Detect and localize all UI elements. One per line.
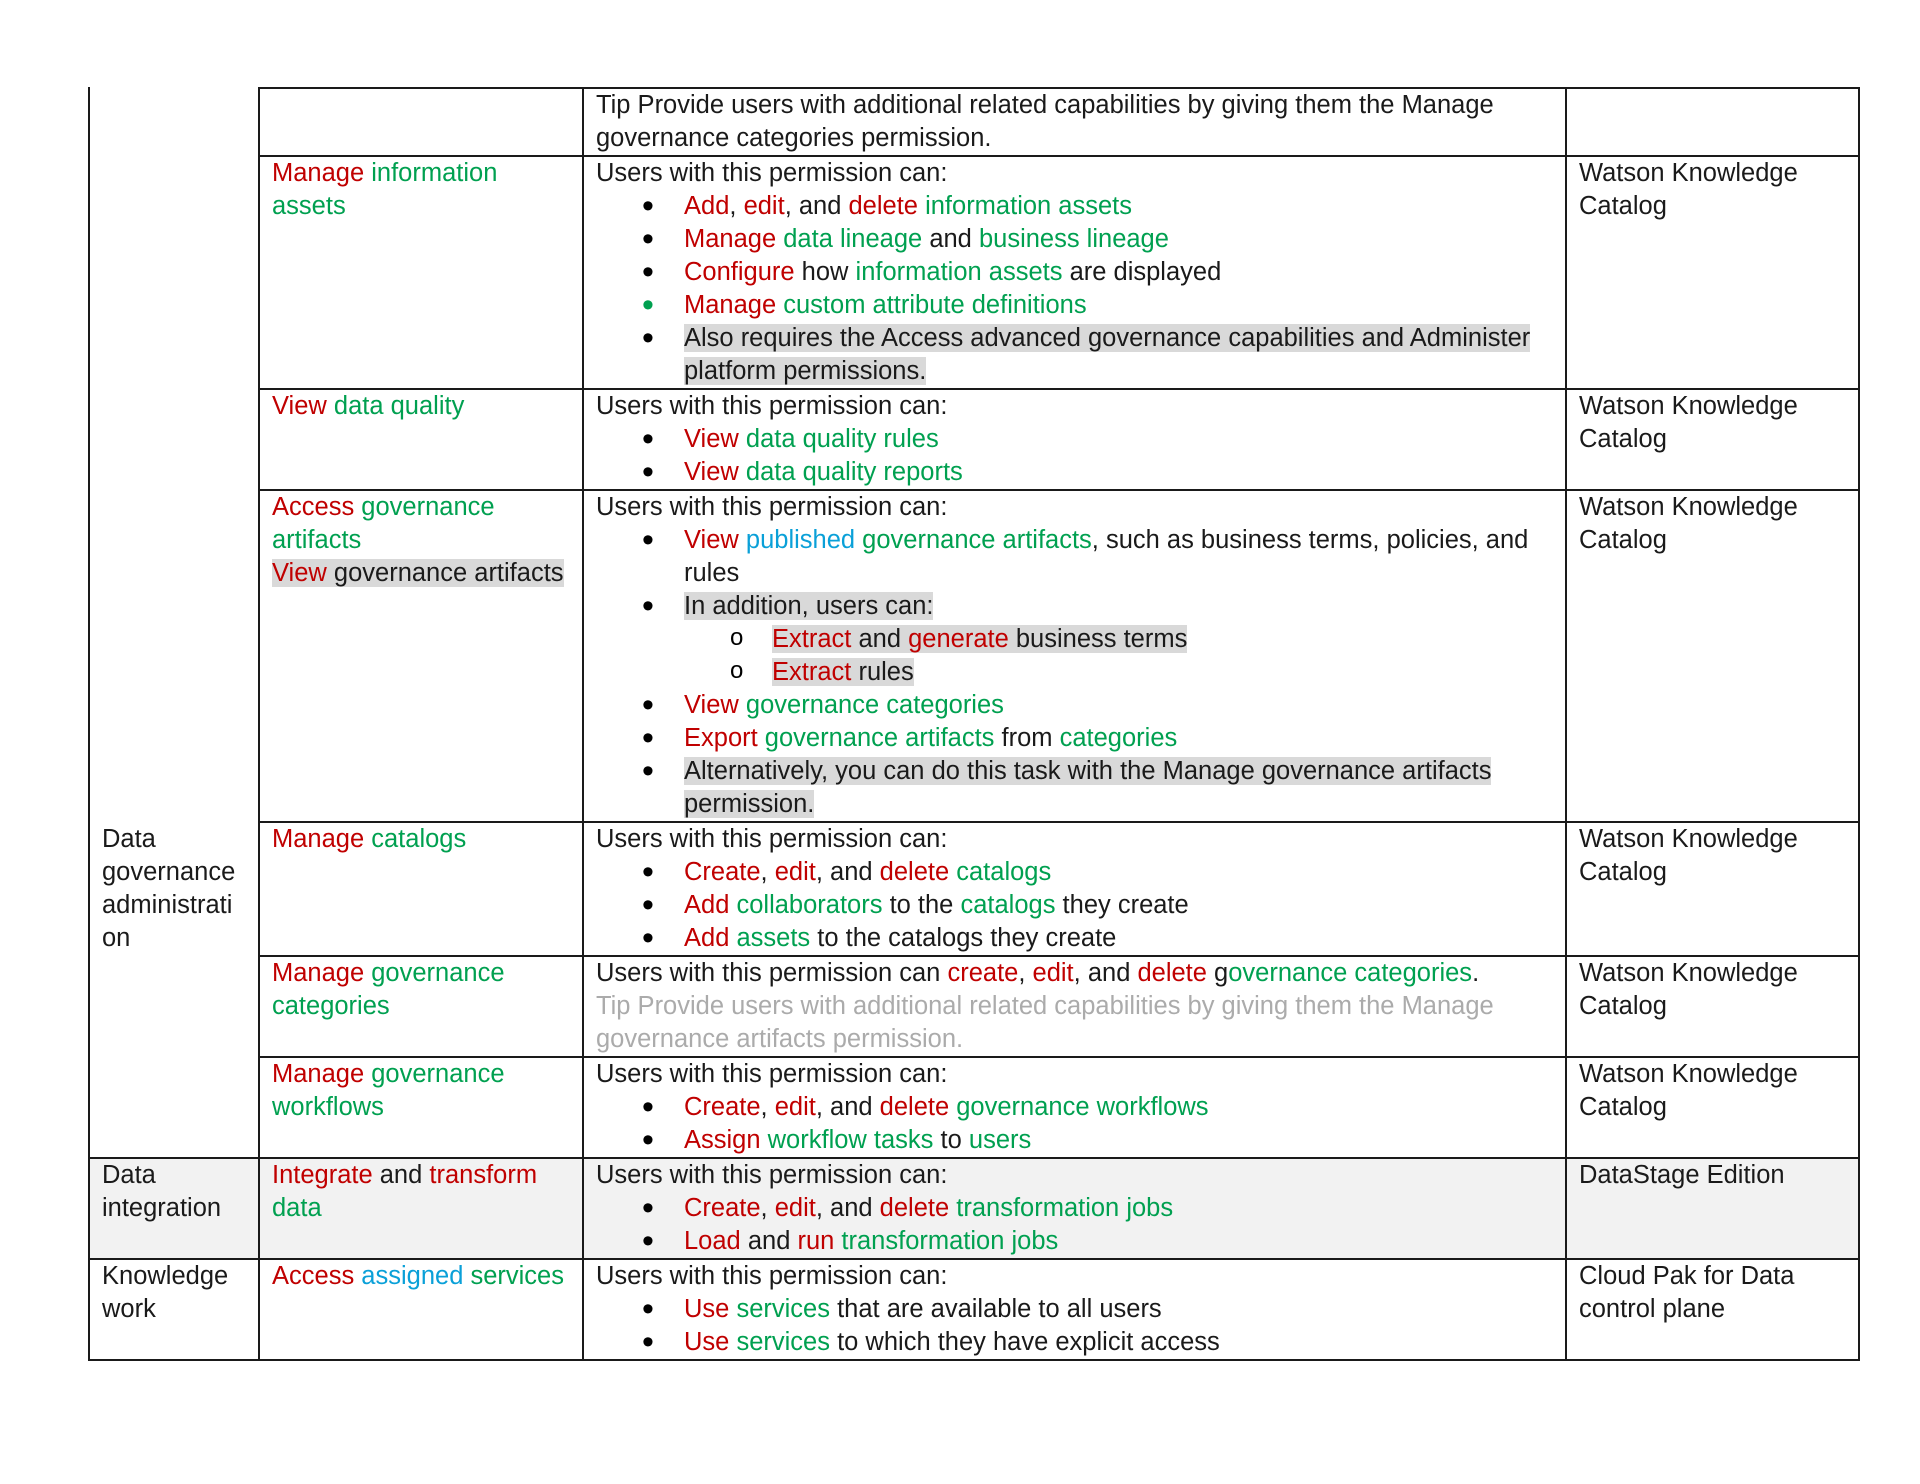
table-row xyxy=(89,389,1859,490)
list-item: • Manage data lineage and business lineage xyxy=(684,223,1553,256)
permission-name: Manage information assets xyxy=(272,159,498,220)
description-intro: Users with this permission can: xyxy=(596,1262,948,1290)
list-item: • View governance categories xyxy=(684,689,1553,722)
category-cell xyxy=(89,490,259,822)
product-cell: Watson Knowledge Catalog xyxy=(1566,490,1859,822)
product-cell xyxy=(1566,88,1859,156)
permission-cell xyxy=(259,490,583,822)
capability-list xyxy=(596,423,1553,489)
table-row xyxy=(89,822,1859,956)
capability-list xyxy=(596,856,1553,955)
permission-name: Manage governance categories xyxy=(272,959,505,1020)
permission-cell xyxy=(259,88,583,156)
list-item: • Use services to which they have explicit access xyxy=(684,1326,1553,1359)
table-row xyxy=(89,88,1859,156)
description-intro: Users with this permission can: xyxy=(596,392,948,420)
list-item: • Create, edit, and delete transformation jobs xyxy=(684,1192,1553,1225)
description-cell xyxy=(583,1259,1566,1360)
permission-cell xyxy=(259,822,583,956)
description-intro: Users with this permission can: xyxy=(596,1161,948,1189)
list-item: • Add collaborators to the catalogs they create xyxy=(684,889,1553,922)
description-cell xyxy=(583,1158,1566,1259)
product-cell: Cloud Pak for Data control plane xyxy=(1566,1259,1859,1360)
product-cell: Watson Knowledge Catalog xyxy=(1566,956,1859,1057)
capability-list xyxy=(596,1293,1553,1359)
description-intro: Users with this permission can: xyxy=(596,1060,948,1088)
product-cell: DataStage Edition xyxy=(1566,1158,1859,1259)
list-item: • Load and run transformation jobs xyxy=(684,1225,1553,1258)
capability-list xyxy=(596,1091,1553,1157)
permission-cell xyxy=(259,156,583,389)
permissions-table xyxy=(88,87,1860,1361)
product-cell: Watson Knowledge Catalog xyxy=(1566,822,1859,956)
permission-name: Manage governance workflows xyxy=(272,1060,505,1121)
permission-old-name: View governance artifacts xyxy=(272,559,564,587)
sub-list-item: o Extract and generate business terms xyxy=(772,623,1553,656)
list-item: • Create, edit, and delete governance workflows xyxy=(684,1091,1553,1124)
product-cell: Watson Knowledge Catalog xyxy=(1566,1057,1859,1158)
permission-cell xyxy=(259,1259,583,1360)
description-cell xyxy=(583,156,1566,389)
description-cell xyxy=(583,389,1566,490)
permission-name: Integrate and transform data xyxy=(272,1161,538,1222)
tip-text: Tip Provide users with additional related capabilities by giving them the Manage governance categories permission. xyxy=(596,91,1494,152)
sub-list xyxy=(684,623,1553,689)
permission-cell xyxy=(259,389,583,490)
permission-cell xyxy=(259,956,583,1057)
table-row xyxy=(89,1259,1859,1360)
capability-list xyxy=(596,1192,1553,1258)
description-cell xyxy=(583,822,1566,956)
list-item: • Add assets to the catalogs they create xyxy=(684,922,1553,955)
description-cell xyxy=(583,88,1566,156)
list-item: • In addition, users can: o Extract and generate business terms o Extract rules xyxy=(684,590,1553,689)
table-row xyxy=(89,490,1859,822)
sub-list-item: o Extract rules xyxy=(772,656,1553,689)
permission-name: View data quality xyxy=(272,392,465,420)
description-intro: Users with this permission can: xyxy=(596,825,948,853)
capability-list xyxy=(596,190,1553,388)
list-item: • View data quality reports xyxy=(684,456,1553,489)
tip-text: Tip Provide users with additional related capabilities by giving them the Manage governance artifacts permission. xyxy=(596,992,1494,1053)
description-intro: Users with this permission can: xyxy=(596,493,948,521)
category-cell: Knowledge work xyxy=(89,1259,259,1360)
category-cell xyxy=(89,156,259,389)
description-line: Users with this permission can create, edit, and delete governance categories. xyxy=(596,959,1480,987)
list-item: • View published governance artifacts, such as business terms, policies, and rules xyxy=(684,524,1553,590)
category-cell xyxy=(89,88,259,156)
permission-cell xyxy=(259,1057,583,1158)
list-item: • Assign workflow tasks to users xyxy=(684,1124,1553,1157)
highlighted-note: Also requires the Access advanced governance capabilities and Administer platform permissions. xyxy=(684,324,1531,385)
list-item xyxy=(684,755,1553,821)
list-item: • Export governance artifacts from categories xyxy=(684,722,1553,755)
list-item: • Create, edit, and delete catalogs xyxy=(684,856,1553,889)
list-item: • Add, edit, and delete information assets xyxy=(684,190,1553,223)
list-item: • Manage custom attribute definitions xyxy=(684,289,1553,322)
description-cell xyxy=(583,956,1566,1057)
product-cell: Watson Knowledge Catalog xyxy=(1566,156,1859,389)
description-intro: Users with this permission can: xyxy=(596,159,948,187)
highlighted-note: Alternatively, you can do this task with the Manage governance artifacts permission. xyxy=(684,757,1492,818)
product-cell: Watson Knowledge Catalog xyxy=(1566,389,1859,490)
category-cell xyxy=(89,389,259,490)
capability-list xyxy=(596,524,1553,821)
permission-name: Manage catalogs xyxy=(272,825,467,853)
table-row xyxy=(89,956,1859,1057)
description-cell xyxy=(583,1057,1566,1158)
list-item: • Configure how information assets are displayed xyxy=(684,256,1553,289)
table-row xyxy=(89,1057,1859,1158)
table-row xyxy=(89,156,1859,389)
list-item: • View data quality rules xyxy=(684,423,1553,456)
list-item xyxy=(684,322,1553,388)
permission-cell xyxy=(259,1158,583,1259)
description-cell xyxy=(583,490,1566,822)
permission-name: Access governance artifacts xyxy=(272,493,495,554)
table-row xyxy=(89,1158,1859,1259)
category-cell: Data governance administrati on xyxy=(89,822,259,1158)
permission-name: Access assigned services xyxy=(272,1262,564,1290)
category-cell: Data integration xyxy=(89,1158,259,1259)
list-item: • Use services that are available to all users xyxy=(684,1293,1553,1326)
